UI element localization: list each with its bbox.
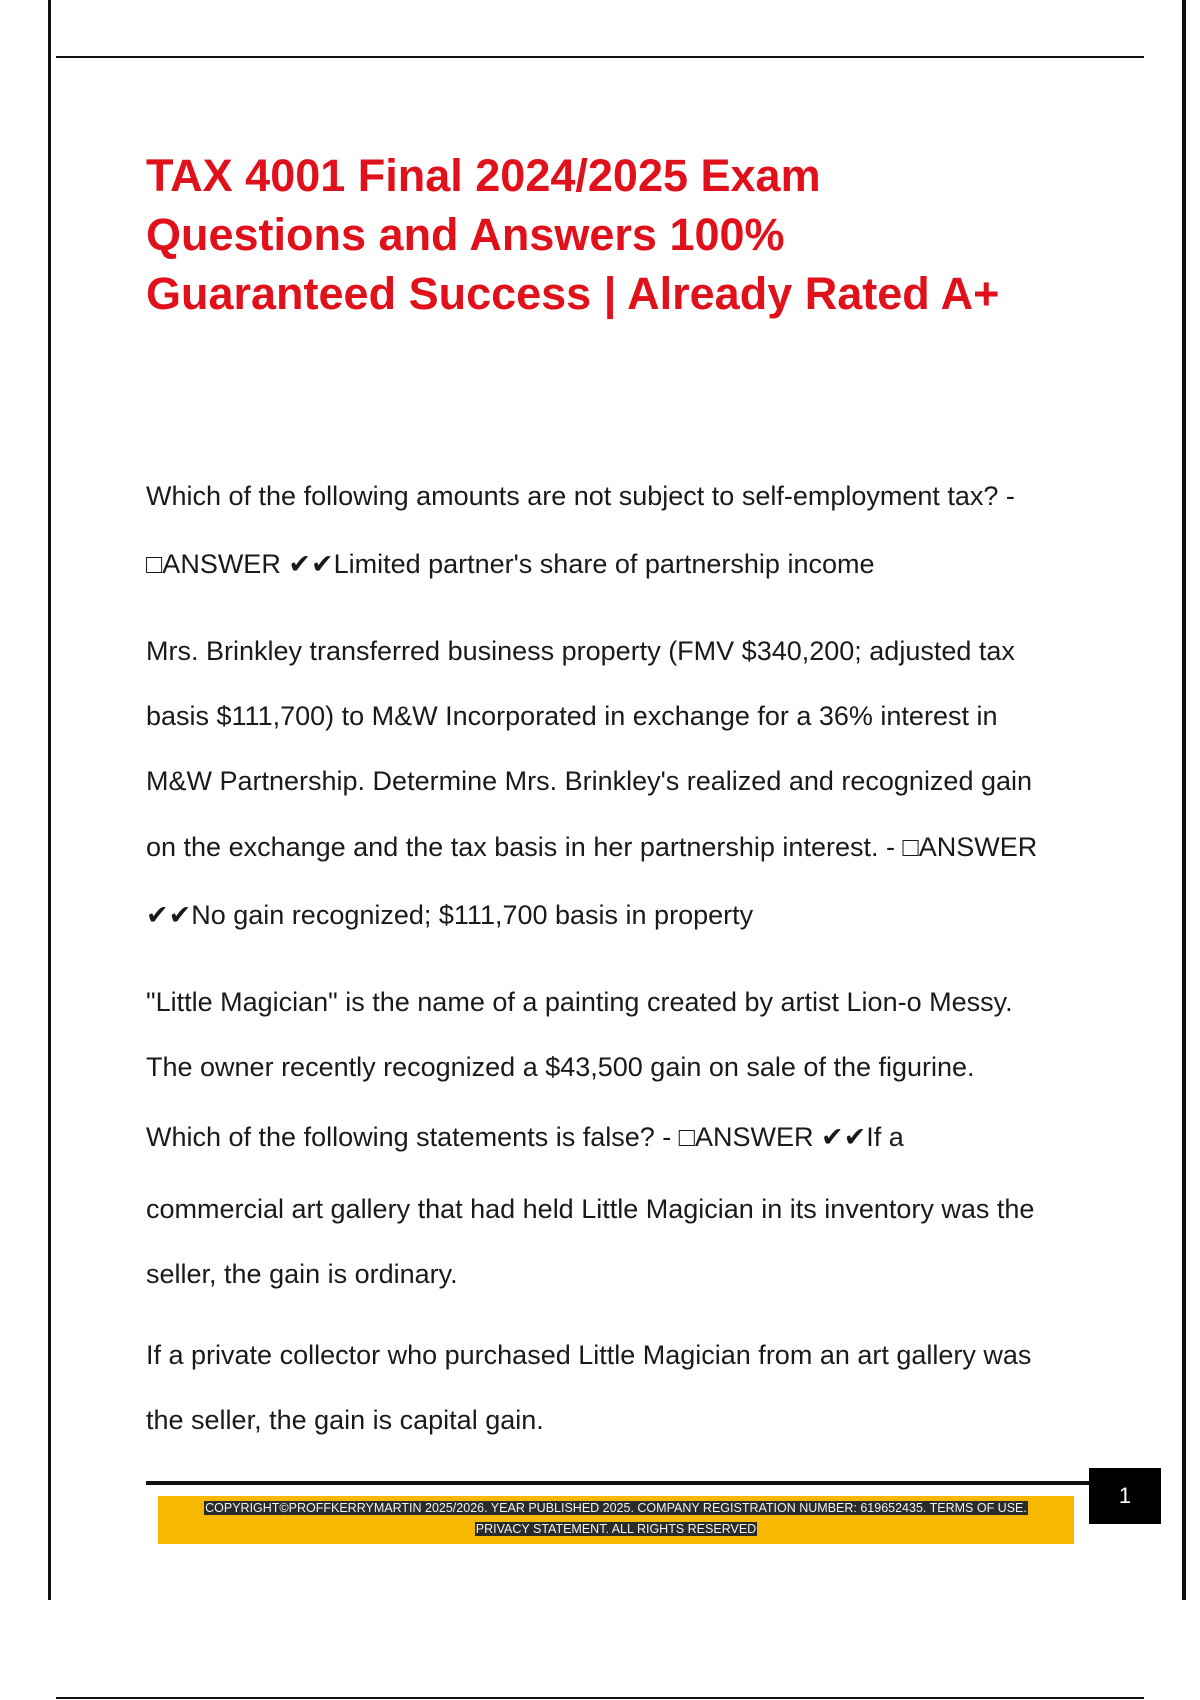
body-line: Which of the following statements is false? - □ANSWER ✔✔If a (146, 1122, 904, 1152)
body-line: □ANSWER ✔✔Limited partner's share of partnership income (146, 549, 875, 579)
body-line: Which of the following amounts are not subject to self-employment tax? - (146, 481, 1015, 511)
header-rule (56, 56, 1144, 58)
body-line: the seller, the gain is capital gain. (146, 1405, 544, 1435)
title-line: TAX 4001 Final 2024/2025 Exam (146, 150, 821, 201)
page-bottom-rule (56, 1697, 1144, 1699)
copyright-line-2: PRIVACY STATEMENT. ALL RIGHTS RESERVED (475, 1522, 757, 1536)
title-line: Questions and Answers 100% (146, 209, 785, 260)
title-line: Guaranteed Success | Already Rated A+ (146, 268, 1000, 319)
document-title (146, 146, 1106, 323)
body-line: ✔✔No gain recognized; $111,700 basis in property (146, 900, 754, 930)
body-line: commercial art gallery that had held Little Magician in its inventory was the (146, 1194, 1035, 1224)
body-line: seller, the gain is ordinary. (146, 1259, 458, 1289)
page-number: 1 (1089, 1468, 1161, 1524)
body-line: M&W Partnership. Determine Mrs. Brinkley's realized and recognized gain (146, 766, 1033, 796)
copyright-notice (158, 1498, 1074, 1540)
footer-rule (146, 1481, 1090, 1485)
page-border-left (48, 0, 51, 1600)
body-line: basis $111,700) to M&W Incorporated in exchange for a 36% interest in (146, 701, 998, 731)
page-border-right (1182, 0, 1186, 1600)
body-line: "Little Magician" is the name of a painting created by artist Lion-o Messy. (146, 987, 1013, 1017)
copyright-line-1: COPYRIGHT©PROFFKERRYMARTIN 2025/2026. YEAR PUBLISHED 2025. COMPANY REGISTRATION NUMBER: 619652435. TERMS OF USE. (205, 1501, 1027, 1515)
body-line: Mrs. Brinkley transferred business property (FMV $340,200; adjusted tax (146, 636, 1015, 666)
body-line: If a private collector who purchased Little Magician from an art gallery was (146, 1340, 1032, 1370)
body-line: on the exchange and the tax basis in her partnership interest. - □ANSWER (146, 832, 1038, 862)
body-line: The owner recently recognized a $43,500 gain on sale of the figurine. (146, 1052, 975, 1082)
